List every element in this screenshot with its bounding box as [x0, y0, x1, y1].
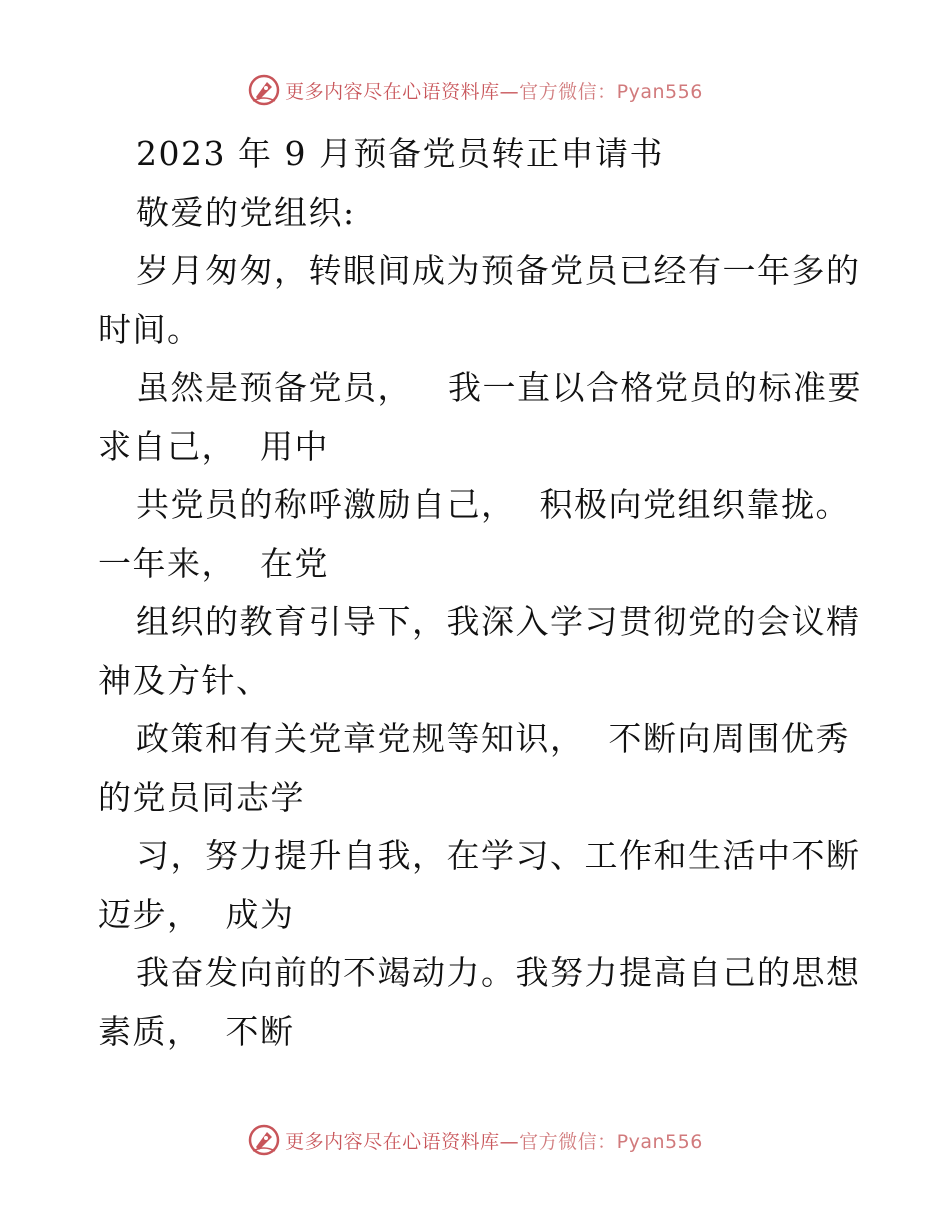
paragraph-line: 组织的教育引导下，我深入学习贯彻党的会议精: [136, 602, 861, 641]
paragraph-line: 神及方针、: [98, 660, 271, 700]
pen-nib-icon: [247, 1123, 281, 1157]
watermark-wechat-text: 官方微信：Pyan556: [519, 1130, 703, 1153]
paragraph-line: 习，努力提升自我，在学习、工作和生活中不断: [136, 836, 861, 875]
watermark-site-text: 更多内容尽在心语资料库—: [285, 1130, 520, 1153]
paragraph-line: 共党员的称呼激励自己， 积极向党组织靠拢。: [136, 485, 850, 524]
salutation: 敬爱的党组织:: [136, 192, 356, 232]
watermark-site-text: 更多内容尽在心语资料库—: [285, 80, 520, 103]
paragraph-line: 政策和有关党章党规等知识， 不断向周围优秀: [136, 719, 850, 758]
paragraph-line: 一年来， 在党: [98, 543, 329, 583]
header-watermark: [0, 70, 950, 110]
footer-watermark: [0, 1120, 950, 1160]
paragraph-line: 素质， 不断: [98, 1011, 295, 1051]
paragraph-line: 迈步， 成为: [98, 894, 295, 934]
paragraph-line: 求自己， 用中: [98, 426, 329, 466]
watermark-text: [285, 1127, 703, 1154]
watermark-wechat-text: 官方微信：Pyan556: [519, 80, 703, 103]
watermark-text: [285, 77, 703, 104]
document-body: [98, 125, 862, 1061]
pen-nib-icon: [247, 73, 281, 107]
paragraph-line: 岁月匆匆，转眼间成为预备党员已经有一年多的: [136, 251, 861, 290]
paragraph-line: 虽然是预备党员， 我一直以合格党员的标准要: [136, 368, 862, 407]
paragraph-line: 的党员同志学: [98, 777, 305, 817]
paragraph-line: 时间。: [98, 309, 202, 349]
paragraph-line: 我奋发向前的不竭动力。我努力提高自己的思想: [136, 953, 861, 992]
document-title: 2023 年 9 月预备党员转正申请书: [136, 134, 664, 173]
